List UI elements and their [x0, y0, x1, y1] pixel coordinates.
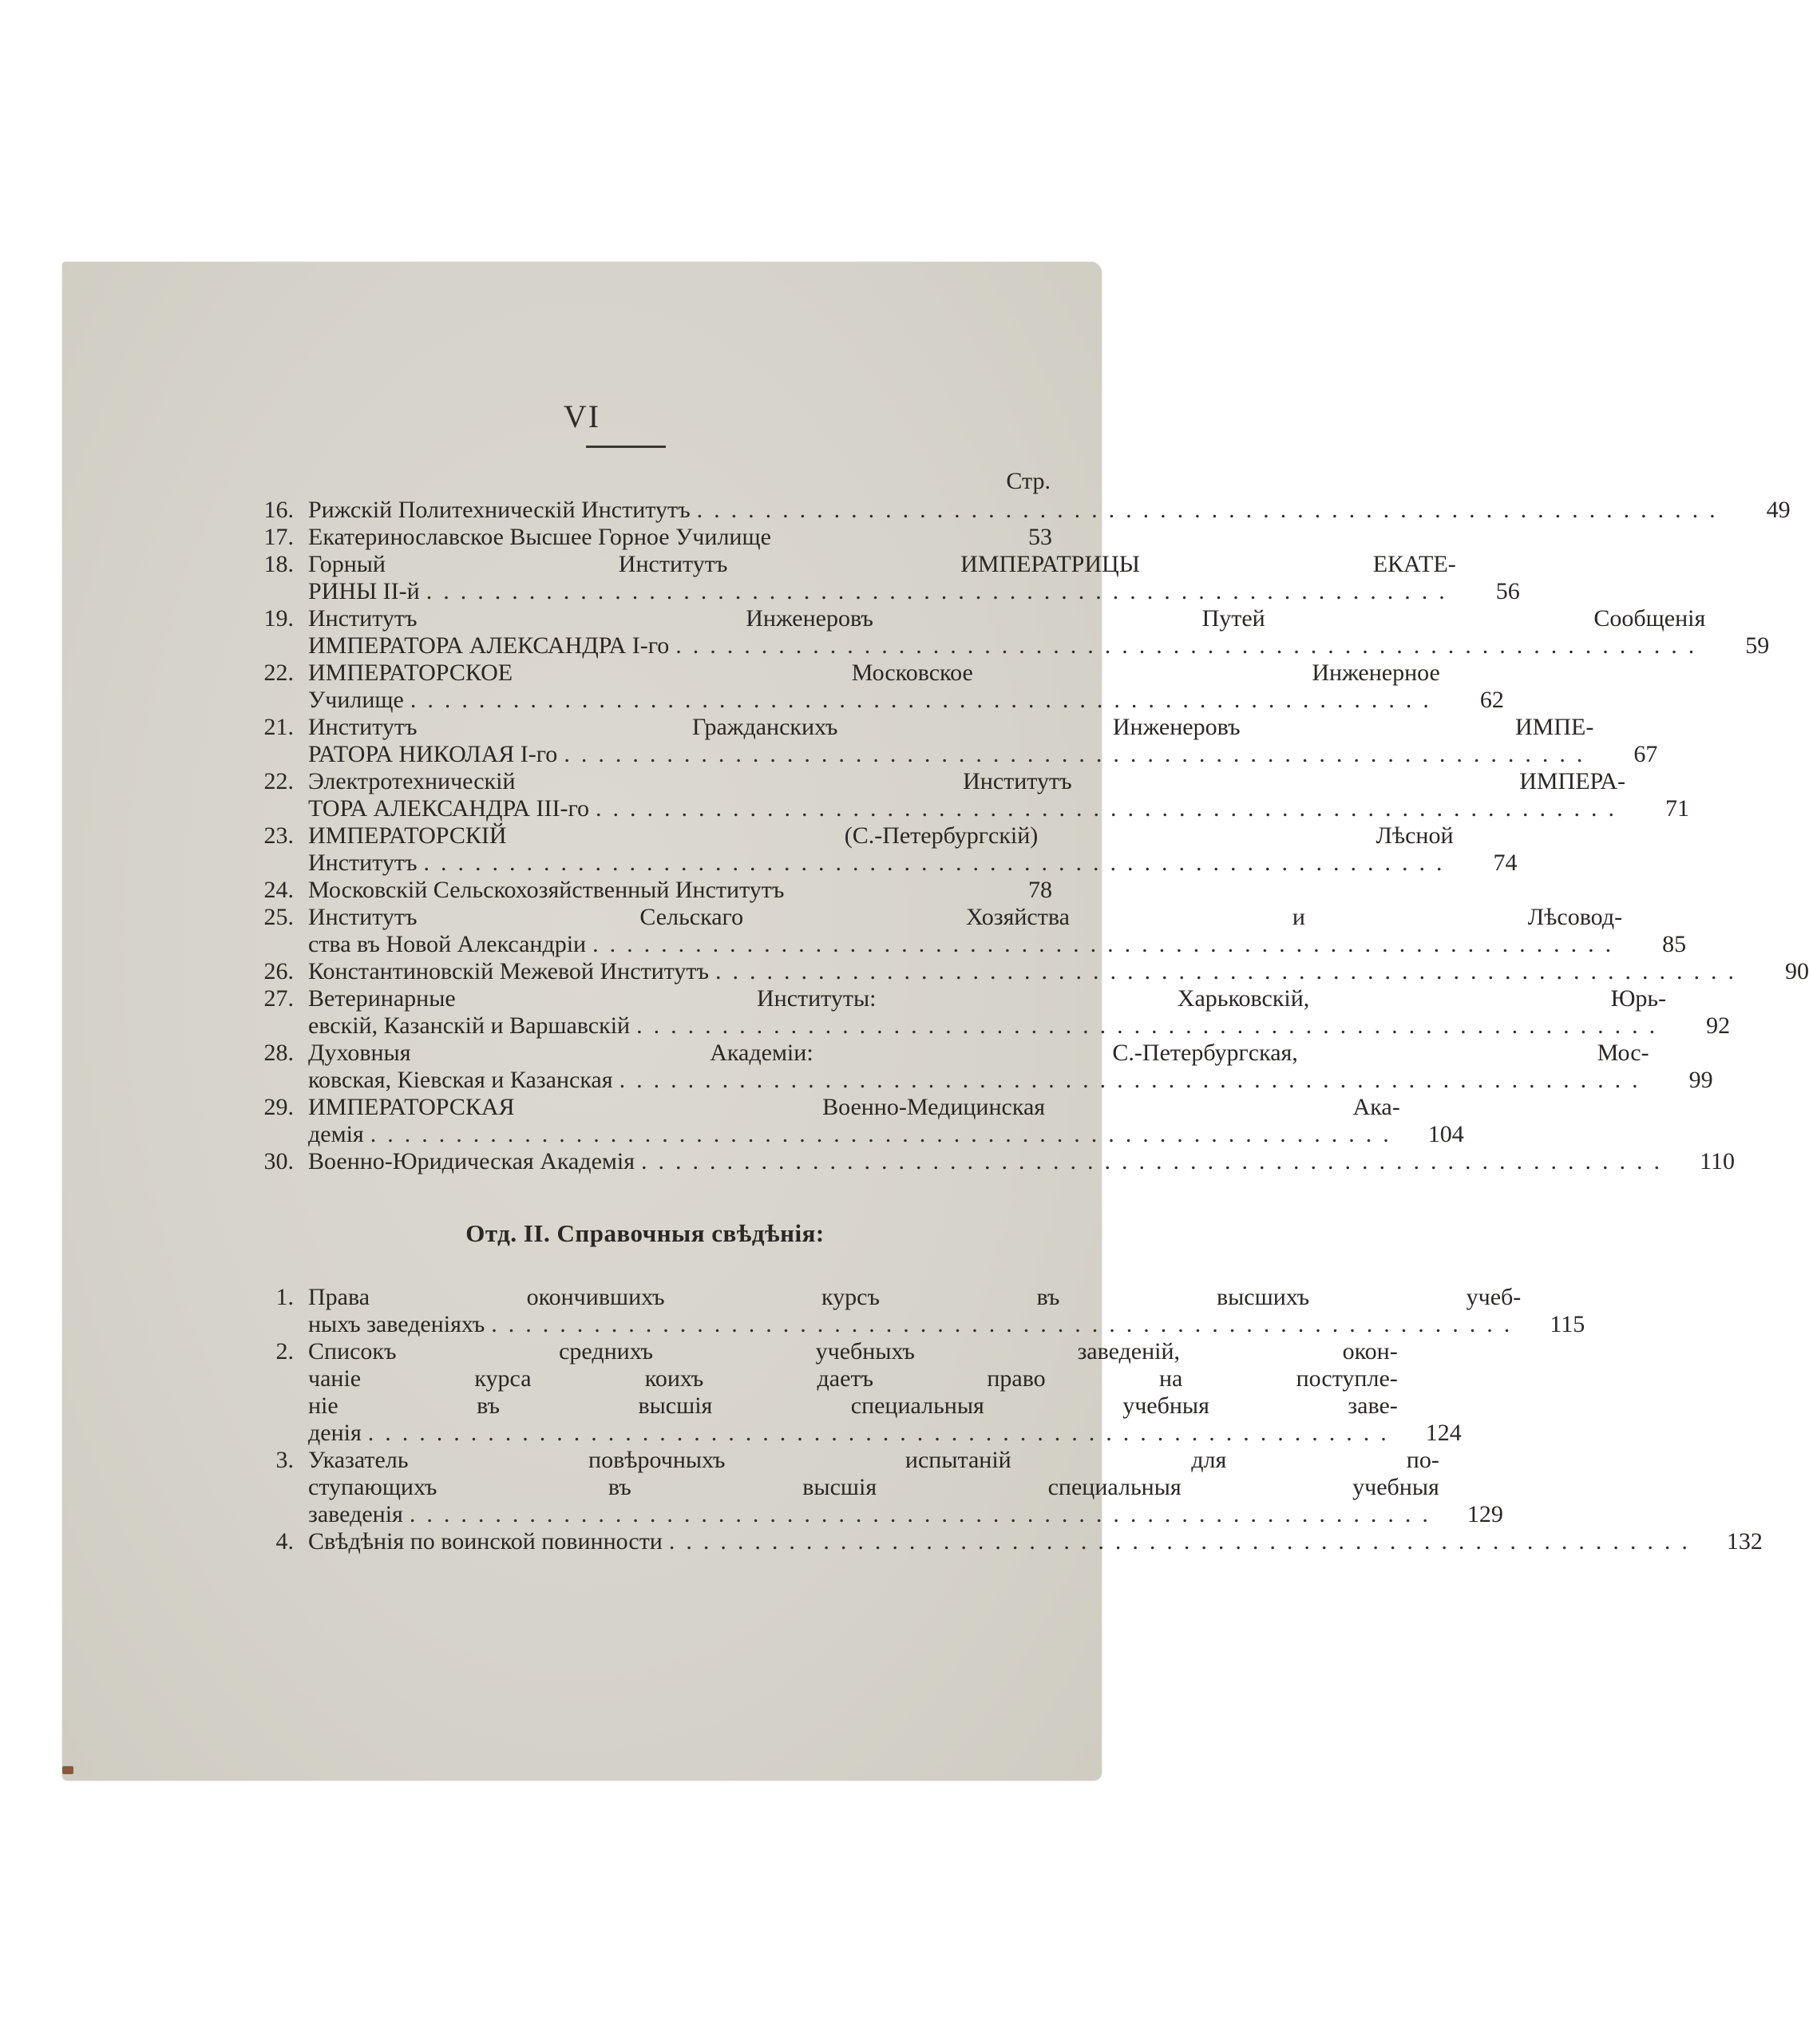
entry-page-number: 115	[1550, 1311, 1585, 1337]
entry-title-line: Электротехническій Институтъ ИМПЕРА-	[308, 768, 1626, 794]
entry-title	[308, 768, 1625, 822]
entry-title-line: чаніе курса коихъ даетъ право на поступле-	[308, 1365, 1398, 1392]
entry-title-text: евскій, Казанскій и Варшавскій	[308, 1012, 631, 1039]
entry-page-number: 110	[1700, 1148, 1735, 1175]
entry-title-line: ніе въ высшія специальныя учебныя заве-	[308, 1392, 1398, 1419]
entry-page-number: 104	[1427, 1121, 1464, 1147]
entry-number: 29.	[263, 1094, 294, 1120]
dot-leader: ............................................................	[675, 632, 1706, 659]
dot-leader: ............................................................	[370, 1121, 1400, 1147]
dot-leader: ............................................................	[367, 1420, 1398, 1446]
entry-title-last-line	[308, 1311, 1521, 1338]
toc-entry	[238, 1094, 1464, 1148]
entry-title-last-line	[308, 1420, 1398, 1447]
entry-page-number: 49	[1766, 497, 1791, 523]
entry-title-last-line	[308, 632, 1705, 660]
entry-title	[308, 1040, 1649, 1094]
entry-number: 4.	[275, 1528, 294, 1555]
entry-title-last-line	[308, 877, 988, 904]
entry-title-line: Институтъ Инженеровъ Путей Сообщенія	[308, 605, 1706, 632]
dot-leader: ............................................................	[636, 1012, 1667, 1039]
toc-entry	[238, 1528, 1763, 1555]
entry-title-line: Указатель повѣрочныхъ испытаній для по-	[308, 1447, 1439, 1473]
toc-entry	[238, 605, 1770, 660]
entry-title	[308, 958, 1745, 985]
toc-entry	[238, 551, 1520, 605]
dot-leader: ............................................................	[426, 578, 1456, 604]
entry-title-last-line	[308, 850, 1454, 877]
entry-number: 21.	[263, 714, 294, 740]
entry-title-last-line	[308, 524, 988, 551]
toc-section-2	[238, 1284, 1763, 1555]
dot-leader: ............................................................	[564, 741, 1594, 767]
toc-entry	[238, 660, 1504, 714]
entry-title-last-line	[308, 1528, 1699, 1555]
toc-entry	[238, 1447, 1503, 1528]
entry-page-number: 85	[1662, 931, 1687, 957]
folio-rule	[586, 446, 666, 448]
entry-page-number: 124	[1425, 1420, 1462, 1446]
entry-page-number: 132	[1726, 1528, 1763, 1555]
entry-page-number: 99	[1688, 1067, 1713, 1093]
entry-title-text: ства въ Новой Александріи	[308, 931, 587, 957]
toc-entry	[238, 877, 1052, 904]
entry-number: 28.	[263, 1040, 294, 1066]
entry-title-text: РАТОРА НИКОЛАЯ I-го	[308, 741, 558, 767]
entry-title-text: демія	[308, 1121, 364, 1147]
entry-title-line: Институтъ Сельскаго Хозяйства и Лѣсовод-	[308, 904, 1623, 930]
toc-entry	[238, 904, 1687, 958]
dot-leader: ............................................................	[668, 1528, 1699, 1555]
entry-page-number: 78	[1028, 877, 1052, 903]
entry-title	[308, 605, 1705, 660]
entry-title	[308, 1338, 1398, 1447]
entry-title-last-line	[308, 958, 1745, 985]
section-2-title: Отд. II. Справочныя свѣдѣнія:	[465, 1219, 825, 1247]
toc-entry	[238, 1284, 1585, 1338]
entry-number: 22.	[263, 660, 294, 686]
entry-title-text: ковская, Кіевская и Казанская	[308, 1067, 613, 1093]
entry-title-text: Военно-Юридическая Академія	[308, 1148, 635, 1175]
entry-title-text: Свѣдѣнія по воинской повинности	[308, 1528, 663, 1555]
dot-leader: ............................................................	[410, 687, 1440, 713]
toc-entry	[238, 822, 1518, 877]
entry-title	[308, 904, 1622, 958]
book-page	[62, 262, 1809, 1781]
entry-title-line: Институтъ Гражданскихъ Инженеровъ ИМПЕ-	[308, 714, 1594, 740]
entry-title	[308, 497, 1727, 524]
table-of-contents	[238, 468, 1809, 1555]
dot-leader: ............................................................	[619, 1067, 1649, 1093]
entry-number: 26.	[263, 958, 294, 984]
page-column-header: Стр.	[1006, 468, 1051, 494]
entry-page-number: 62	[1479, 687, 1504, 713]
entry-title-last-line	[308, 1012, 1666, 1040]
entry-title-line: Списокъ среднихъ учебныхъ заведеній, окон-	[308, 1338, 1398, 1365]
entry-page-number: 92	[1706, 1012, 1731, 1039]
entry-title-text: Екатеринославское Высшее Горное Училище	[308, 524, 771, 550]
entry-page-number: 74	[1493, 850, 1518, 876]
entry-page-number: 56	[1495, 578, 1520, 604]
entry-page-number: 53	[1028, 524, 1052, 550]
toc-entry	[238, 768, 1690, 822]
dot-leader: ............................................................	[423, 850, 1454, 876]
entry-title-text: Константиновскій Межевой Институтъ	[308, 958, 710, 984]
entry-title-line: ИМПЕРАТОРСКІЙ (С.-Петербургскій) Лѣсной	[308, 822, 1454, 849]
entry-number: 2.	[275, 1338, 294, 1365]
entry-title-line: Духовныя Академіи: С.-Петербургская, Мос-	[308, 1040, 1649, 1066]
entry-title-line: ИМПЕРАТОРСКАЯ Военно-Медицинская Ака-	[308, 1094, 1400, 1120]
entry-title-last-line	[308, 1121, 1400, 1148]
entry-number: 16.	[263, 497, 294, 523]
entry-title-line: Права окончившихъ курсъ въ высшихъ учеб-	[308, 1284, 1522, 1310]
entry-title	[308, 985, 1666, 1040]
entry-title	[308, 1094, 1400, 1148]
dot-leader	[778, 524, 988, 551]
entry-number: 1.	[275, 1284, 294, 1310]
entry-title	[308, 1284, 1521, 1338]
dot-leader: ............................................................	[641, 1148, 1671, 1175]
toc-entry	[238, 1148, 1735, 1175]
entry-title-last-line	[308, 497, 1727, 524]
entry-title	[308, 877, 988, 904]
entry-page-number: 59	[1745, 632, 1770, 659]
entry-title-line: ступающихъ въ высшія специальныя учебныя	[308, 1474, 1439, 1500]
dot-leader: ............................................................	[596, 795, 1626, 822]
entry-title	[308, 660, 1440, 714]
entry-title-text: Училище	[308, 687, 404, 713]
entry-title-last-line	[308, 931, 1622, 958]
entry-page-number: 129	[1467, 1501, 1503, 1527]
toc-entry	[238, 985, 1731, 1040]
entry-title	[308, 1447, 1439, 1528]
dot-leader	[790, 877, 988, 904]
entry-page-number: 67	[1633, 741, 1658, 767]
entry-title-text: ныхъ заведеніяхъ	[308, 1311, 485, 1337]
toc-entry	[238, 1338, 1462, 1447]
toc-section-1	[238, 497, 1809, 1175]
page-stain	[62, 1766, 73, 1774]
entry-title-last-line	[308, 741, 1593, 768]
entry-page-number: 90	[1785, 958, 1809, 984]
entry-number: 3.	[275, 1447, 294, 1473]
entry-number: 24.	[263, 877, 294, 903]
page-folio: VI	[563, 398, 601, 434]
entry-title-last-line	[308, 687, 1440, 714]
entry-title-line: Горный Институтъ ИМПЕРАТРИЦЫ ЕКАТЕ-	[308, 551, 1456, 577]
entry-number: 27.	[263, 985, 294, 1012]
entry-title-line: Ветеринарные Институты: Харьковскій, Юрь-	[308, 985, 1667, 1012]
entry-title-text: Московскій Сельскохозяйственный Институтъ	[308, 877, 785, 903]
entry-title-last-line	[308, 1501, 1439, 1528]
entry-number: 22.	[263, 768, 294, 794]
entry-title-last-line	[308, 578, 1456, 605]
toc-entry	[238, 714, 1658, 768]
toc-entry	[238, 1040, 1713, 1094]
entry-title	[308, 822, 1454, 877]
entry-title-text: Рижскій Политехническій Институтъ	[308, 497, 691, 523]
entry-title	[308, 551, 1456, 605]
toc-entry	[238, 958, 1809, 985]
entry-title-text: РИНЫ II-й	[308, 578, 420, 604]
dot-leader: ............................................................	[491, 1311, 1522, 1337]
toc-entry	[238, 524, 1052, 551]
toc-entry	[238, 497, 1791, 524]
entry-number: 19.	[263, 605, 294, 632]
entry-title-text: ИМПЕРАТОРА АЛЕКСАНДРА I-го	[308, 632, 670, 659]
entry-page-number: 71	[1665, 795, 1690, 822]
entry-title	[308, 1148, 1671, 1175]
entry-title	[308, 1528, 1699, 1555]
entry-title-last-line	[308, 795, 1625, 822]
entry-title-text: денія	[308, 1420, 362, 1446]
entry-title-line: ИМПЕРАТОРСКОЕ Московское Инженерное	[308, 660, 1440, 686]
entry-title-text: заведенія	[308, 1501, 403, 1527]
entry-number: 25.	[263, 904, 294, 930]
dot-leader: ............................................................	[715, 958, 1746, 984]
dot-leader: ............................................................	[696, 497, 1727, 523]
entry-title-text: ТОРА АЛЕКСАНДРА III-го	[308, 795, 590, 822]
dot-leader: ............................................................	[592, 931, 1623, 957]
entry-number: 18.	[263, 551, 294, 577]
entry-number: 30.	[263, 1148, 294, 1175]
entry-title-last-line	[308, 1148, 1671, 1175]
entry-title	[308, 714, 1593, 768]
entry-number: 17.	[263, 524, 294, 550]
entry-title	[308, 524, 988, 551]
dot-leader: ............................................................	[409, 1501, 1439, 1527]
entry-title-text: Институтъ	[308, 850, 418, 876]
entry-title-last-line	[308, 1067, 1649, 1094]
entry-number: 23.	[263, 822, 294, 849]
